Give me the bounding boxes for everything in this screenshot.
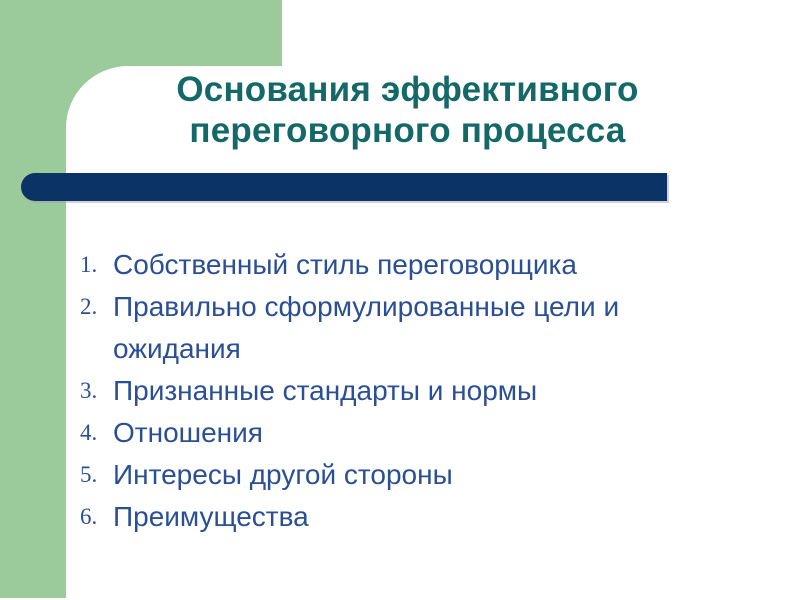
slide-title-line-1: Основания эффективного: [176, 70, 639, 109]
list-item: [80, 412, 725, 454]
list-item-text: Преимущества: [113, 501, 309, 532]
list-item: [80, 454, 725, 496]
slide-title-line-2: переговорного процесса: [189, 111, 626, 150]
navy-divider-bar: [21, 173, 667, 201]
list-item: [80, 370, 725, 412]
list-item-text: Интересы другой стороны: [113, 459, 453, 490]
list-item-number: 6.: [80, 504, 98, 529]
list-item-number: 3.: [80, 378, 98, 403]
list-item-number: 2.: [80, 294, 98, 319]
list-item-text: Признанные стандарты и нормы: [113, 375, 538, 406]
list-item-text: Правильно сформулированные цели и ожидания: [113, 291, 620, 364]
list-item-number: 4.: [80, 420, 98, 445]
numbered-list: [80, 244, 725, 538]
slide-title: [80, 69, 735, 151]
list-item-text: Отношения: [113, 417, 263, 448]
list-item-number: 1.: [80, 252, 98, 277]
list-item: [80, 496, 725, 538]
list-item: [80, 286, 725, 370]
list-item-text: Собственный стиль переговорщика: [113, 249, 577, 280]
list-item: [80, 244, 725, 286]
list-item-number: 5.: [80, 462, 98, 487]
